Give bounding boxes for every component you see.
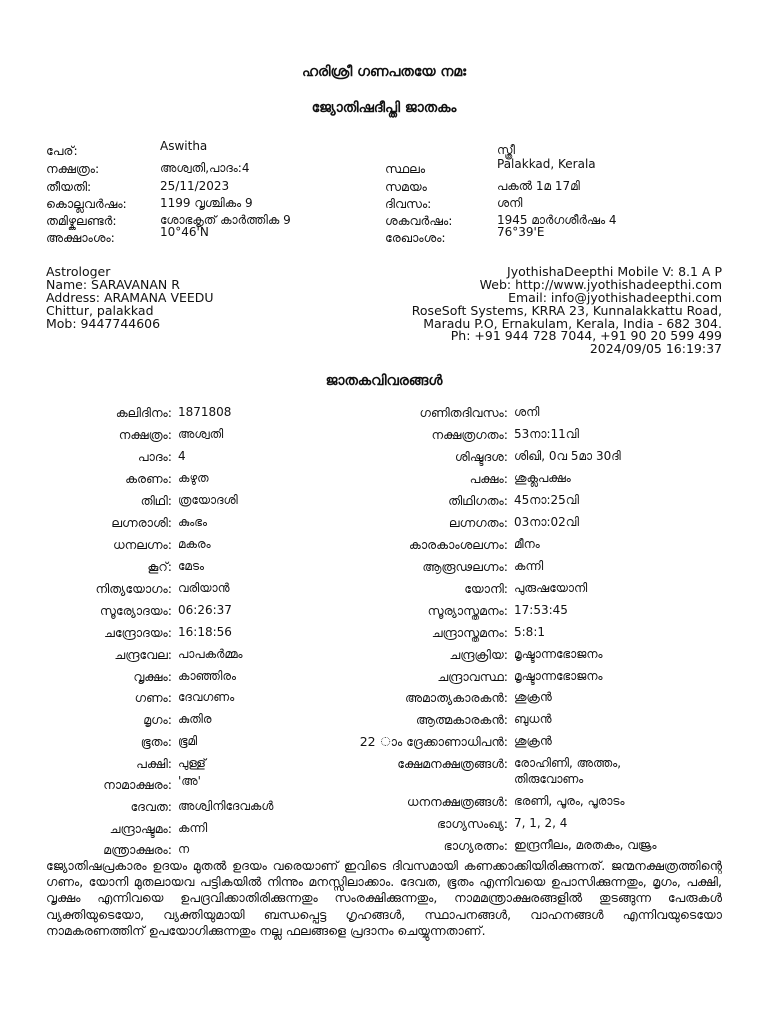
detail-value: വരിയാൻ: [178, 581, 230, 595]
tamil-calendar-value: ശോഭകൃത് കാർത്തിക 9: [160, 213, 291, 227]
detail-value: അശ്വതി: [178, 427, 224, 441]
detail-value: ശനി: [514, 405, 540, 419]
longitude-label: രേഖാംശം:: [385, 230, 446, 245]
detail-label: കലിദിനം:: [115, 405, 172, 420]
date-value: 25/11/2023: [160, 179, 230, 193]
day-value: ശനി: [497, 196, 523, 210]
astrologer-line: Mob: 9447744606: [46, 316, 161, 331]
detail-value: 7, 1, 2, 4: [514, 816, 568, 830]
detail-value: കുംഭം: [178, 515, 208, 529]
detail-label: യോനി:: [464, 581, 508, 596]
detail-value: പുരുഷയോനി: [514, 581, 588, 595]
detail-value: 06:26:37: [178, 603, 232, 617]
detail-value: മേടം: [178, 559, 205, 573]
software-line: JyothishaDeepthi Mobile V: 8.1 A P: [507, 264, 722, 279]
detail-value: പുള്ള്: [178, 756, 206, 770]
detail-value: ശുക്രൻ: [514, 734, 552, 748]
detail-label: കരണം:: [125, 471, 172, 486]
detail-value: കന്നി: [178, 821, 208, 835]
detail-value: മൃഷ്ടാന്നഭോജനം: [514, 669, 603, 683]
detail-value: മൃഷ്ടാന്നഭോജനം: [514, 647, 603, 661]
saka-year-label: ശകവർഷം:: [385, 213, 453, 228]
detail-label: ചന്ദ്രാവസ്ഥ:: [437, 669, 508, 684]
detail-value: 'അ': [178, 774, 201, 788]
name-value: Aswitha: [160, 139, 208, 153]
details-heading: ജാതകവിവരങ്ങൾ: [325, 373, 443, 389]
detail-label: മൃഗം:: [143, 712, 172, 727]
software-line: RoseSoft Systems, KRRA 23, Kunnalakkattu Road,: [411, 303, 722, 318]
detail-label: ചന്ദ്രക്രിയ:: [449, 647, 508, 662]
software-line: Ph: +91 944 728 7044, +91 90 20 599 499: [450, 328, 722, 343]
website-link[interactable]: Web: http://www.jyothishadeepthi.com: [479, 277, 722, 292]
detail-value: 03നാ:02വി: [514, 515, 579, 529]
detail-label: വൃക്ഷം:: [133, 669, 172, 684]
detail-label: ധനലഗ്നം:: [113, 537, 172, 552]
day-label: ദിവസം:: [385, 196, 432, 211]
time-value: പകൽ 1മ 17മി: [497, 179, 580, 193]
detail-label: പക്ഷം:: [469, 471, 508, 486]
star-label: നക്ഷത്രം:: [46, 161, 100, 176]
detail-value: 45നാ:25വി: [514, 493, 579, 507]
detail-label: ഭാഗ്യസംഖ്യ:: [437, 816, 508, 831]
detail-label: ഗണിതദിവസം:: [419, 405, 508, 420]
detail-label: പാദം:: [137, 449, 172, 464]
detail-label: ശിഷ്ടദശ:: [454, 449, 508, 464]
astrologer-line: Address: ARAMANA VEEDU: [46, 290, 214, 305]
detail-label: ചന്ദ്രാസ്തമനം:: [431, 625, 508, 640]
generated-timestamp: 2024/09/05 16:19:37: [589, 341, 722, 356]
detail-value: മീനം: [514, 537, 540, 551]
detail-value: ദേവഗണം: [178, 690, 235, 704]
detail-value: 5:8:1: [514, 625, 545, 639]
detail-label: ആത്മകാരകൻ:: [415, 712, 508, 727]
detail-value: 16:18:56: [178, 625, 232, 639]
invocation-heading: ഹരിശ്രീ ഗണപതയേ നമഃ: [301, 64, 467, 80]
detail-value: രോഹിണി, അത്തം,: [514, 756, 622, 770]
detail-label: അമാത്യകാരകൻ:: [404, 690, 508, 705]
detail-label: കാരകാംശലഗ്നം:: [408, 537, 508, 552]
detail-label: ഭാഗ്യരത്നം:: [443, 838, 508, 853]
detail-value: മകരം: [178, 537, 211, 551]
detail-label: ഗണം:: [134, 690, 172, 705]
time-label: സമയം: [385, 179, 427, 194]
detail-label: നക്ഷത്രഗതം:: [431, 427, 508, 442]
astrologer-line: Astrologer: [46, 264, 111, 279]
detail-value: ബുധൻ: [514, 712, 552, 726]
footer-note: ജ്യോതിഷപ്രകാരം ഉദയം മുതൽ ഉദയം വരെയാണ് ഇവിടെ ദിവസമായി കണക്കാക്കിയിരിക്കുന്നത്. ജന്മനക്ഷത്രത്തിന്റെ ഗണം, യോനി മുതലായവ പട്ടികയിൽ നിന്നും മനസ്സിലാക്കാം. ദേവത, ഭൂതം എന്നിവയെ ഉപാസിക്കുന്നതും, മൃഗം, പക്ഷി, വൃക്ഷം എന്നിവയെ ഉപദ്രവിക്കാതിരിക്കുന്നതും സംരക്ഷിക്കുന്നതും, നാമമന്ത്രാക്ഷരങ്ങളിൽ തുടങ്ങുന്ന പേരുകൾ വ്യക്തിയുടെയോ, വ്യക്തിയുമായി ബന്ധപ്പെട്ട ഗൃഹങ്ങൾ, സ്ഥാപനങ്ങൾ, വാഹനങ്ങൾ എന്നിവയുടെയോ നാമകരണത്തിന് ഉപയോഗിക്കുന്നതും നല്ല ഫലങ്ങളെ പ്രദാനം ചെയ്യുന്നതാണ്.: [46, 858, 722, 938]
detail-label: ധനനക്ഷത്രങ്ങൾ:: [406, 794, 508, 809]
gender-value: സ്ത്രീ: [497, 143, 515, 157]
detail-value: 53നാ:11വി: [514, 427, 579, 441]
latitude-value: 10°46'N: [160, 225, 209, 239]
detail-value: ഭരണി, പൂരം, പൂരാടം: [514, 794, 625, 808]
astrologer-line: Name: SARAVANAN R: [46, 277, 180, 292]
detail-value: കുതിര: [178, 712, 212, 726]
detail-value: ഭൂമി: [178, 734, 198, 748]
date-label: തീയതി:: [46, 179, 92, 194]
detail-label: ദേവത:: [130, 799, 172, 814]
detail-label: സൂര്യോദയം:: [99, 603, 172, 618]
place-label: സ്ഥലം: [385, 161, 426, 176]
detail-label: മന്ത്രാക്ഷരം:: [103, 842, 172, 857]
software-line: Maradu P.O, Ernakulam, Kerala, India - 682 304.: [423, 316, 722, 331]
detail-label: ലഗ്നഗതം:: [448, 515, 508, 530]
detail-label: 22 ാം ദ്രേക്കാണാധിപൻ:: [359, 734, 508, 749]
detail-value: ഇന്ദ്രനീലം, മരതകം, വജ്രം: [514, 838, 657, 852]
name-label: പേര്:: [46, 143, 78, 158]
place-value: Palakkad, Kerala: [497, 157, 596, 171]
kollam-year-value: 1199 വൃശ്ചികം 9: [160, 196, 253, 210]
detail-value: 4: [178, 449, 186, 463]
detail-value: അശ്വിനിദേവകൾ: [178, 799, 274, 813]
detail-value: ശുക്രൻ: [514, 690, 552, 704]
tamil-calendar-label: തമിഴ്കലണ്ടർ:: [46, 213, 117, 228]
detail-value: ശുക്ലപക്ഷം: [514, 471, 571, 485]
saka-year-value: 1945 മാർഗശീർഷം 4: [497, 213, 617, 227]
kollam-year-label: കൊല്ലവർഷം:: [46, 196, 127, 211]
detail-label: സൂര്യാസ്തമനം:: [427, 603, 508, 618]
detail-value: കാഞ്ഞിരം: [178, 669, 236, 683]
longitude-value: 76°39'E: [497, 225, 545, 239]
detail-label: തിഥി:: [140, 493, 172, 508]
detail-label: പക്ഷി:: [136, 756, 172, 771]
star-value: അശ്വതി,പാദം:4: [160, 161, 250, 175]
detail-label: നാമാക്ഷരം:: [103, 777, 172, 792]
detail-label: ഭൂതം:: [140, 734, 172, 749]
detail-value-continued: തിരുവോണം: [514, 772, 584, 786]
detail-label: ആരൂഢലഗ്നം:: [422, 559, 508, 574]
detail-label: ലഗ്നരാശി:: [111, 515, 172, 530]
detail-value: കഴുത: [178, 471, 209, 485]
detail-label: ചന്ദ്രോദയം:: [104, 625, 172, 640]
detail-label: നക്ഷത്രം:: [118, 427, 172, 442]
detail-label: ക്ഷേമനക്ഷത്രങ്ങൾ:: [397, 756, 508, 771]
detail-value: കന്നി: [514, 559, 544, 573]
astrologer-line: Chittur, palakkad: [46, 303, 154, 318]
detail-value: ന: [178, 842, 190, 856]
page-title: ജ്യോതിഷദീപ്തി ജാതകം: [311, 100, 457, 116]
detail-label: നിത്യയോഗം:: [95, 581, 172, 596]
detail-label: തിഥിഗതം:: [448, 493, 508, 508]
detail-label: കൂറ്:: [147, 559, 172, 574]
detail-label: ചന്ദ്രവേല:: [114, 647, 172, 662]
detail-value: 1871808: [178, 405, 232, 419]
email-link[interactable]: Email: info@jyothishadeepthi.com: [508, 290, 722, 305]
detail-value: ശിഖി, 0വ 5മാ 30ദി: [514, 449, 621, 463]
latitude-label: അക്ഷാംശം:: [46, 230, 115, 245]
detail-value: പാപകർമ്മം: [178, 647, 243, 661]
detail-value: ത്രയോദശി: [178, 493, 238, 507]
detail-label: ചന്ദ്രാഷ്ടമം:: [109, 821, 172, 836]
detail-value: 17:53:45: [514, 603, 568, 617]
